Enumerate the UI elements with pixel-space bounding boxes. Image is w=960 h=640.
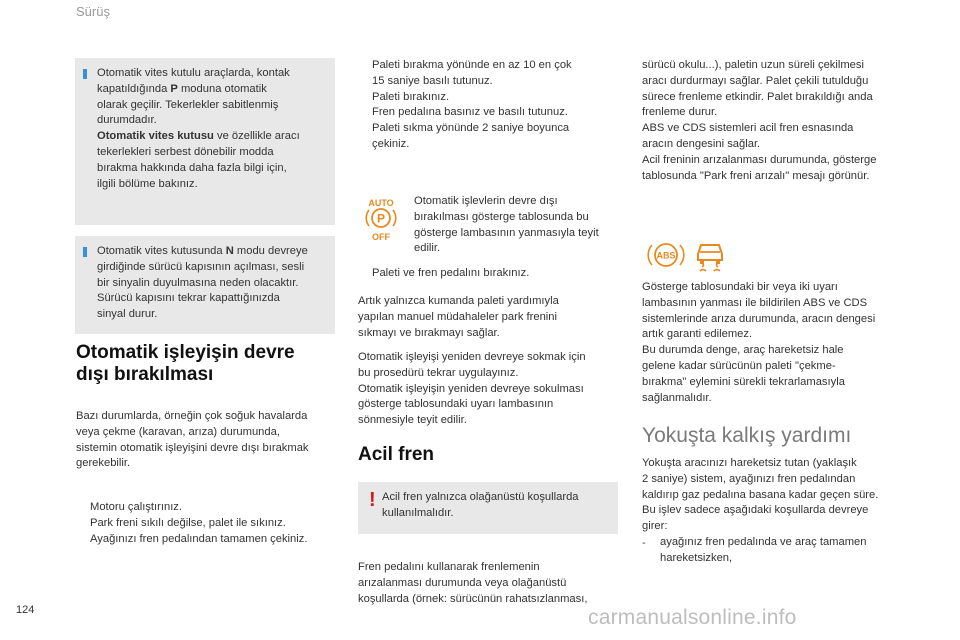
para-emergency-brake: Fren pedalını kullanarak frenlemenin arızalanması durumunda veya olağanüstü koşullarda (örnek: sürücünün rahatsızlanması,: [358, 561, 588, 605]
heading-deactivation: Otomatik işleyişin devre dışı bırakılması: [76, 342, 295, 385]
info2-line: girdiğinde sürücü kapısının açılması, sesli: [97, 260, 305, 273]
skid-line-left: [702, 263, 704, 267]
auto-off-parking-icon: [362, 196, 400, 242]
list-item: Park freni sıkılı değilse, palet ile sıkınız.: [90, 516, 286, 529]
list-item: Paleti ve fren pedalını bırakınız.: [372, 267, 530, 279]
info1-line: bırakma hakkında daha fazla bilgi için,: [97, 161, 287, 174]
page-number: 124: [16, 604, 35, 616]
stability-control-icon: [690, 234, 730, 274]
para-manual-control: Artık yalnızca kumanda paleti yardımıyla yapılan manuel müdahaleler park frenini sıkmayı ve bırakmayı sağlar.: [358, 295, 559, 339]
bullet-list-deactivation: [76, 500, 338, 547]
abs-arc-left: [648, 245, 652, 265]
info2-line: sinyal durur.: [97, 308, 158, 321]
section-title: Sürüş: [76, 4, 110, 19]
parking-arc-left: [366, 210, 369, 226]
off-label: OFF: [372, 232, 390, 242]
list-item: Fren pedalına basınız ve basılı tutunuz.: [372, 106, 568, 119]
heading-emergency-brake: Acil fren: [358, 444, 435, 465]
para-abs-cds: Gösterge tablosundaki bir veya iki uyarı lambasının yanması ile bildirilen ABS ve CDS sistemlerinde arıza durumunda, aracın dengesi artık garanti edilemez. Bu durumda denge, araç hareketsiz hale gelene kadar sürücünün paleti "çekme- bırakma" eylemini sürekli tekrarlamasıyla sağlanmalıdır.: [642, 281, 876, 404]
info1-line: kapatıldığında P moduna otomatik: [97, 82, 267, 95]
info1-line: ilgili bölüme bakınız.: [97, 177, 198, 190]
info-box-park-mode: [75, 58, 335, 225]
para-hill-start: Yokuşta aracınızı hareketsiz tutan (yaklaşık 2 saniye) sistem, ayağınızı fren pedalından kaldırıp gaz pedalına basana kadar geçen süre. Bu işlev sadece aşağıdaki koşullarda devreye girer: - ayağınız fren pedalında ve araç tamamen hareketsizken,: [642, 456, 912, 567]
info-icon: [83, 69, 87, 79]
abs-warning-icon: [646, 238, 686, 272]
bullet-list-steps: [358, 58, 620, 153]
info2-line: Sürücü kapısını tekrar kapattığınızda: [97, 292, 280, 305]
warning-box: ! Acil fren yalnızca olağanüstü koşullarda kullanılmalıdır.: [358, 482, 618, 534]
skid-wave-right: [714, 270, 720, 272]
abs-arc-right: [680, 245, 684, 265]
auto-off-description: Otomatik işlevlerin devre dışı bırakılması gösterge tablosunda bu gösterge lambasının yanmasıyla teyit edilir.: [414, 195, 599, 255]
para-deactivation-intro: Bazı durumlarda, örneğin çok soğuk havalarda veya çekme (karavan, arıza) durumunda, sistemin otomatik işleyişini devre dışı bırakmak gerekebilir.: [76, 410, 309, 470]
list-item: Ayağınızı fren pedalından tamamen çekiniz.: [90, 532, 308, 545]
para-emergency-continued: sürücü okulu...), paletin uzun süreli çekilmesi aracı durdurmayı sağlar. Palet çekili tutulduğu sürece frenleme etkindir. Palet bırakıldığı anda frenleme durur. ABS ve CDS sistemleri acil fren esnasında aracın dengesini sağlar. Acil freninin arızalanması durumunda, gösterge tablosunda "Park freni arızalı" mesajı görünür.: [642, 59, 877, 182]
parking-arc-right: [393, 210, 396, 226]
footer-watermark: carmanualsonline.info: [588, 606, 797, 629]
info-box-neutral-mode: [75, 236, 335, 334]
auto-label: AUTO: [368, 198, 394, 208]
info1-line: Otomatik vites kutusu ve özellikle aracı: [97, 130, 300, 143]
list-item: Paleti bırakma yönünde en az 10 en çok 15 saniye basılı tutunuz.: [372, 59, 572, 87]
parking-letter: P: [376, 211, 386, 226]
info1-line: olarak geçilir. Tekerlekler sabitlenmiş: [97, 98, 279, 111]
list-item: Paleti sıkma yönünde 2 saniye boyunca çekiniz.: [372, 122, 570, 150]
skid-line-right: [717, 263, 719, 267]
info-icon: [83, 247, 87, 257]
info1-line: durumdadır.: [97, 114, 157, 127]
para-reactivate: Otomatik işleyişi yeniden devreye sokmak için bu prosedürü tekrar uygulayınız. Otomatik işleyişin yeniden devreye sokulması gösterge tablosundaki uyarı lambasının sönmesiyle teyit edilir.: [358, 351, 586, 427]
list-item: - ayağınız fren pedalında ve araç tamamen hareketsizken,: [642, 535, 867, 564]
heading-hill-start: Yokuşta kalkış yardımı: [642, 424, 852, 447]
info1-line: tekerlekleri serbest dönebilir modda: [97, 145, 274, 158]
info1-line: Otomatik vites kutulu araçlarda, kontak: [97, 67, 290, 79]
info2-line: Otomatik vites kutusunda N modu devreye: [97, 245, 308, 257]
warning-icon: !: [369, 489, 376, 511]
bullet-release: [358, 266, 620, 282]
skid-wave-left: [700, 270, 706, 272]
list-item: Motoru çalıştırınız.: [90, 501, 183, 513]
info2-line: bir sinyalin duyulmasına neden olacaktır.: [97, 276, 299, 289]
list-item: Paleti bırakınız.: [372, 90, 450, 103]
abs-label: ABS: [656, 250, 676, 261]
